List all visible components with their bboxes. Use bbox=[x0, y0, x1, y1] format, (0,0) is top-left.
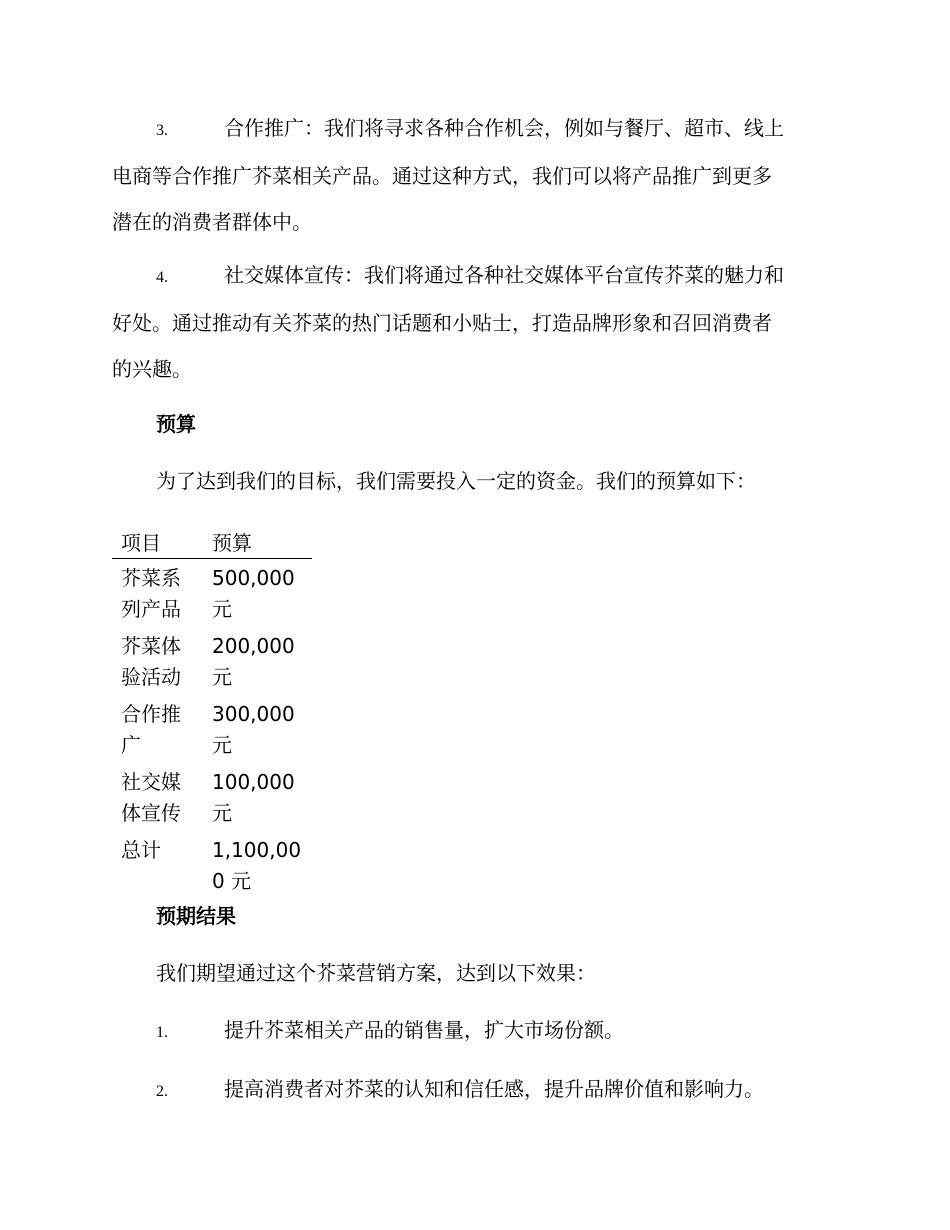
list-item-3 bbox=[112, 113, 837, 238]
header-budget: 预算 bbox=[203, 527, 312, 559]
cell-budget: 500,000 元 bbox=[212, 566, 295, 621]
cell-budget: 1,100,00 0 元 bbox=[212, 838, 302, 893]
list-item-4 bbox=[112, 260, 837, 385]
table-row bbox=[112, 627, 312, 695]
table-row-total bbox=[112, 831, 312, 899]
list-item-3-line-3: 潜在的消费者群体中。 bbox=[112, 210, 312, 234]
cell-item: 合作推 广 bbox=[121, 702, 181, 757]
list-item-4-line-3: 的兴趣。 bbox=[112, 357, 192, 381]
results-intro: 我们期望通过这个芥菜营销方案，达到以下效果： bbox=[156, 961, 596, 985]
cell-item: 总计 bbox=[121, 838, 161, 862]
table-row bbox=[112, 559, 312, 628]
result-text: 提高消费者对芥菜的认知和信任感，提升品牌价值和影响力。 bbox=[224, 1077, 764, 1101]
cell-item: 社交媒 体宣传 bbox=[121, 770, 181, 825]
list-number: 4. bbox=[156, 269, 168, 286]
results-heading: 预期结果 bbox=[156, 904, 236, 928]
cell-budget: 100,000 元 bbox=[212, 770, 295, 825]
cell-budget: 300,000 元 bbox=[212, 702, 295, 757]
budget-table bbox=[112, 527, 312, 899]
header-item: 项目 bbox=[112, 527, 203, 559]
result-item-2 bbox=[156, 1073, 764, 1102]
list-number: 2. bbox=[156, 1083, 168, 1100]
list-item-4-line-2: 好处。通过推动有关芥菜的热门话题和小贴士，打造品牌形象和召回消费者 bbox=[112, 311, 772, 335]
cell-item: 芥菜体 验活动 bbox=[121, 634, 181, 689]
list-number: 1. bbox=[156, 1024, 168, 1041]
list-item-4-line-1: 4. 社交媒体宣传：我们将通过各种社交媒体平台宣传芥菜的魅力和 bbox=[112, 260, 837, 293]
table-row bbox=[112, 695, 312, 763]
budget-heading: 预算 bbox=[156, 412, 196, 436]
cell-item: 芥菜系 列产品 bbox=[121, 566, 181, 621]
list-item-3-line-1: 3. 合作推广：我们将寻求各种合作机会，例如与餐厅、超市、线上 bbox=[112, 113, 837, 146]
result-item-1 bbox=[156, 1014, 624, 1043]
budget-intro: 为了达到我们的目标，我们需要投入一定的资金。我们的预算如下： bbox=[156, 469, 756, 493]
list-number: 3. bbox=[156, 122, 168, 139]
cell-budget: 200,000 元 bbox=[212, 634, 295, 689]
table-header-row bbox=[112, 527, 312, 559]
list-item-3-line-2: 电商等合作推广芥菜相关产品。通过这种方式，我们可以将产品推广到更多 bbox=[112, 164, 772, 188]
table-row bbox=[112, 763, 312, 831]
result-text: 提升芥菜相关产品的销售量，扩大市场份额。 bbox=[224, 1018, 624, 1042]
